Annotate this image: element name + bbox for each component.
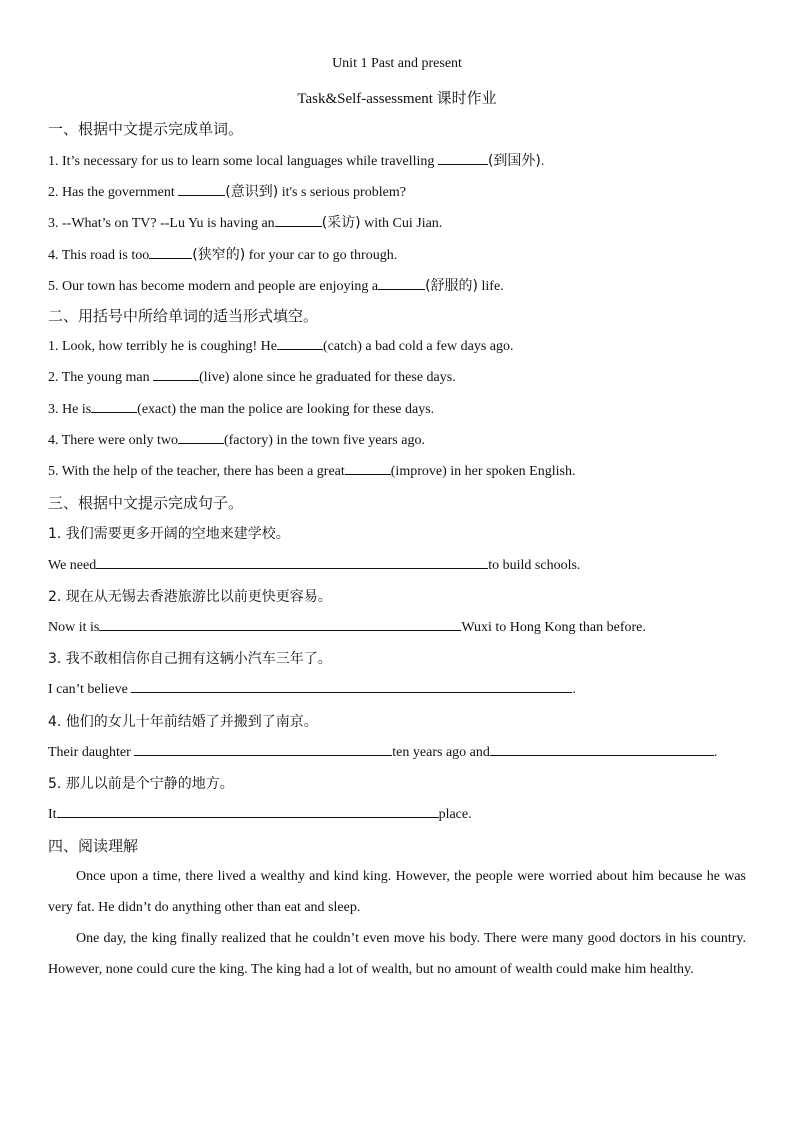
s2-question-2 bbox=[48, 368, 456, 386]
answer-blank[interactable] bbox=[153, 368, 199, 381]
s2-question-5 bbox=[48, 462, 575, 480]
answer-blank[interactable] bbox=[178, 431, 224, 444]
answer-blank[interactable] bbox=[345, 462, 391, 475]
hint: (采访) bbox=[321, 215, 361, 231]
sentence-end: place. bbox=[438, 807, 472, 822]
question-text: 3. He is bbox=[48, 402, 92, 417]
hint: (catch) bbox=[323, 339, 362, 354]
sentence-end: Wuxi to Hong Kong than before. bbox=[461, 620, 646, 635]
s2-question-4 bbox=[48, 431, 425, 449]
s3-answer-line-1 bbox=[48, 556, 580, 574]
hint: (exact) bbox=[137, 402, 177, 417]
question-text-end: a bad cold a few days ago. bbox=[361, 339, 514, 354]
reading-paragraph-2: One day, the king finally realized that he couldn’t even move his body. There were many good doctors in his country. However, none could cure the king. The king had a lot of wealth, but no amount of wealth could make him healthy. bbox=[48, 931, 746, 977]
question-text: 1. It’s necessary for us to learn some local languages while travelling bbox=[48, 154, 438, 169]
question-text-end: in her spoken English. bbox=[446, 464, 576, 479]
question-text-end: life. bbox=[478, 279, 504, 294]
hint: (到国外) bbox=[487, 153, 541, 169]
question-text-end: . bbox=[540, 154, 545, 169]
hint: (live) bbox=[199, 370, 230, 385]
question-text: 5. Our town has become modern and people are enjoying a bbox=[48, 279, 379, 294]
sentence-end: to build schools. bbox=[488, 558, 581, 573]
question-text: 2. Has the government bbox=[48, 185, 179, 200]
hint: (improve) bbox=[390, 464, 447, 479]
question-text-end: for your car to go through. bbox=[245, 248, 398, 263]
answer-blank[interactable] bbox=[378, 277, 425, 290]
sentence-start: We need bbox=[48, 558, 97, 573]
section-1-heading: 一、根据中文提示完成单词。 bbox=[48, 120, 244, 138]
answer-blank[interactable] bbox=[438, 152, 488, 165]
answer-blank[interactable] bbox=[149, 246, 192, 259]
answer-blank[interactable] bbox=[96, 556, 488, 569]
s1-question-2 bbox=[48, 181, 406, 201]
answer-blank[interactable] bbox=[99, 618, 461, 631]
hint: (factory) bbox=[223, 433, 273, 448]
sentence-end: . bbox=[572, 682, 576, 697]
answer-blank[interactable] bbox=[131, 680, 572, 693]
question-text-end: it's s serious problem? bbox=[278, 185, 406, 200]
s3-prompt-2: 2. 现在从无锡去香港旅游比以前更快更容易。 bbox=[48, 589, 332, 605]
s2-question-3 bbox=[48, 400, 434, 418]
answer-blank-2[interactable] bbox=[490, 743, 714, 756]
question-text: 2. The young man bbox=[48, 370, 154, 385]
s1-question-4 bbox=[48, 244, 397, 264]
s3-prompt-3: 3. 我不敢相信你自己拥有这辆小汽车三年了。 bbox=[48, 651, 332, 667]
sentence-end: . bbox=[713, 745, 718, 760]
sentence-start: I can’t believe bbox=[48, 682, 132, 697]
question-text: 4. This road is too bbox=[48, 248, 150, 263]
s1-question-5 bbox=[48, 275, 504, 295]
hint: (意识到) bbox=[225, 184, 279, 200]
question-text-end: the man the police are looking for these days. bbox=[176, 402, 435, 417]
sentence-start: It bbox=[48, 807, 57, 822]
s3-answer-line-2 bbox=[48, 618, 646, 636]
answer-blank[interactable] bbox=[57, 805, 439, 818]
section-3-heading: 三、根据中文提示完成句子。 bbox=[48, 494, 244, 512]
question-text: 3. --What’s on TV? --Lu Yu is having an bbox=[48, 216, 275, 231]
page-title: Unit 1 Past and present bbox=[332, 56, 462, 71]
s2-question-1 bbox=[48, 337, 513, 355]
answer-blank[interactable] bbox=[277, 337, 323, 350]
s3-answer-line-5 bbox=[48, 805, 472, 823]
s3-answer-line-4 bbox=[48, 743, 717, 761]
question-text-end: in the town five years ago. bbox=[272, 433, 425, 448]
answer-blank[interactable] bbox=[178, 183, 225, 196]
sentence-start: Now it is bbox=[48, 620, 100, 635]
answer-blank[interactable] bbox=[91, 400, 137, 413]
reading-paragraph-1: Once upon a time, there lived a wealthy and kind king. However, the people were worried about him because he was very fat. He didn’t do anything other than eat and sleep. bbox=[48, 869, 746, 915]
question-text-end: with Cui Jian. bbox=[360, 216, 443, 231]
s3-prompt-4: 4. 他们的女儿十年前结婚了并搬到了南京。 bbox=[48, 714, 318, 730]
sentence-middle: ten years ago and bbox=[392, 745, 490, 760]
hint: (狭窄的) bbox=[192, 247, 246, 263]
page-subtitle: Task&Self-assessment 课时作业 bbox=[297, 91, 497, 107]
question-text-end: alone since he graduated for these days. bbox=[229, 370, 456, 385]
sentence-start: Their daughter bbox=[48, 745, 135, 760]
question-text: 5. With the help of the teacher, there has been a great bbox=[48, 464, 345, 479]
hint: (舒服的) bbox=[425, 278, 478, 294]
answer-blank[interactable] bbox=[134, 743, 392, 756]
question-text: 4. There were only two bbox=[48, 433, 178, 448]
s3-prompt-1: 1. 我们需要更多开阔的空地来建学校。 bbox=[48, 526, 290, 542]
s3-answer-line-3 bbox=[48, 680, 576, 698]
answer-blank[interactable] bbox=[275, 214, 322, 227]
s1-question-1 bbox=[48, 150, 544, 170]
section-4-heading: 四、阅读理解 bbox=[48, 837, 139, 855]
s3-prompt-5: 5. 那儿以前是个宁静的地方。 bbox=[48, 776, 234, 792]
question-text: 1. Look, how terribly he is coughing! He bbox=[48, 339, 278, 354]
s1-question-3 bbox=[48, 212, 442, 232]
section-2-heading: 二、用括号中所给单词的适当形式填空。 bbox=[48, 307, 319, 325]
